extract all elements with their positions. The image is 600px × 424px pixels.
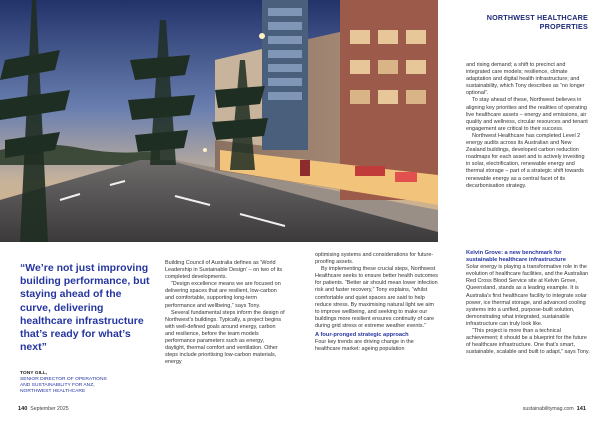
quote-author-title-line2: AND SUSTAINABILITY FOR ANZ, — [20, 383, 95, 389]
paragraph: “This project is more than a technical achievement; it should be a blueprint for the future of healthcare infrastructure. One that’s smart, sustainable, scalable and built to adapt,” says Tony. — [466, 328, 590, 356]
paragraph: “Design excellence means we are focused on delivering spaces that are resilient, low-carbon and comfortable, supporting long-term performance and wellbeing,” says Tony. — [165, 281, 281, 309]
paragraph: By implementing these crucial steps, Northwest Healthcare seeks to ensure better health outcomes for patients. “Better air should mean lower infection risk and faster recovery,” Tony explains, “whilst comfortable and quiet spaces are said to help reduce stress. By maximising natural light we aim to improve wellbeing, and seeking to make our buildings more resilient ensures continuity of care during grid stress or extreme weather events.” — [315, 266, 439, 329]
footer-right — [523, 406, 586, 412]
paragraph: optimising systems and considerations for future-proofing assets. — [315, 252, 434, 266]
subheading-strategic-approach: A four-pronged strategic approach — [315, 332, 409, 339]
column-middle-2 — [315, 252, 439, 353]
paragraph: Building Council of Australia defines as ‘World Leadership in Sustainable Design’ – on two of its completed developments. — [165, 260, 283, 281]
paragraph: Northwest Healthcare has completed Level 2 energy audits across its Australian and New Zealand buildings, developed carbon reduction roadmaps for each asset and is actively investing in solar, electrification, renewable energy and thermal storage – part of a strategic shift towards renewable energy as a central facet of its decarbonisation strategy. — [466, 132, 585, 189]
website-link[interactable]: sustainabilitymag.com — [522, 406, 574, 412]
paragraph: Several fundamental steps inform the design of Northwest’s buildings. Typically, a project begins with well-defined goals around energy, carbon and resilience, before the team models performance parameters such as energy, daylight, thermal comfort and ventilation. Other steps include prioritising low-carbon materials, energy — [165, 309, 285, 366]
section-header-line2: PROPERTIES — [539, 21, 588, 31]
quote-attribution — [20, 371, 160, 395]
page-number-left: 140 — [18, 406, 28, 412]
section-header-line1: NORTHWEST HEALTHCARE — [486, 13, 588, 22]
footer-left — [18, 406, 69, 412]
subheading-kelvin-grove: Kelvin Grove: a new benchmark for sustainable healthcare infrastructure — [466, 250, 566, 264]
pull-quote: “We’re not just improving building performance, but staying ahead of the curve, delivering healthcare infrastructure that’s ready for what’s next” — [20, 262, 150, 354]
quote-author-name: TONY GILL, — [20, 371, 48, 376]
issue-date: September 2025 — [30, 406, 69, 412]
page-number-right: 141 — [576, 406, 586, 412]
section-header — [438, 14, 588, 31]
paragraph: Four key trends are driving change in the healthcare market: ageing population — [315, 339, 414, 353]
paragraph: and rising demand; a shift to precinct and integrated care models; resilience, climate adaptation and digital health infrastructure; and sustainability, which Tony describes as “no longer optional”. — [466, 62, 585, 97]
column-right-top — [466, 62, 590, 190]
column-right-bottom — [466, 250, 590, 356]
quote-author-title-line1: SENIOR DIRECTOR OF OPERATIONS — [20, 377, 107, 383]
paragraph: Solar energy is playing a transformative role in the evolution of healthcare facilities, and the Australian Red Cross Blood Service site at Kelvin Grove, Queensland, stands as a leading example. It is Australia’s first healthcare facility to integrate solar power, ice thermal storage, and advanced cooling systems into a unified, purpose-built solution, demonstrating what integrated, sustainable infrastructure can truly look like. — [466, 264, 589, 327]
street-building-photo — [0, 0, 438, 242]
photo-illustration — [0, 0, 438, 242]
paragraph: To stay ahead of these, Northwest believes in aligning key priorities and the realities of operating live healthcare assets – energy and emissions, air quality and wellness, circular resources and tenant engagement are critical to their success. — [466, 97, 588, 132]
column-middle-1 — [165, 260, 285, 366]
quote-author-title-line3: NORTHWEST HEALTHCARE — [20, 389, 86, 395]
